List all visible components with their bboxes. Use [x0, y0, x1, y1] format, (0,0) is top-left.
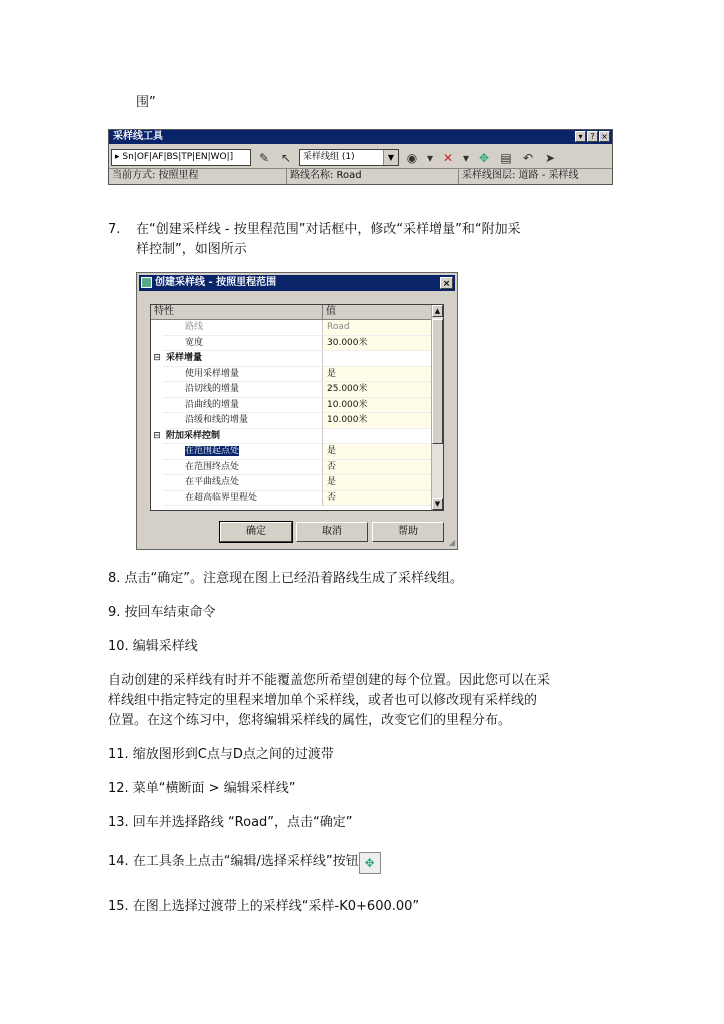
row-gutter: [151, 398, 163, 414]
property-name: 沿曲线的增量: [163, 398, 323, 414]
step-8: 8. 点击“确定”。注意现在图上已经沿着路线生成了采样线组。: [108, 571, 464, 586]
property-row[interactable]: [151, 351, 443, 367]
property-value[interactable]: 否: [323, 460, 431, 476]
toolbar-help-button[interactable]: ?: [587, 131, 598, 142]
create-sample-lines-dialog: [136, 272, 458, 550]
property-grid-rows: [151, 320, 443, 506]
dialog-title-text: 创建采样线 - 按照里程范围: [155, 277, 277, 288]
property-name: 宽度: [163, 336, 323, 352]
pick-icon[interactable]: ✎: [258, 150, 270, 165]
scroll-up-icon[interactable]: ▲: [432, 305, 443, 317]
ok-button[interactable]: 确定: [220, 522, 292, 542]
collapse-toggle-icon[interactable]: ⊟: [153, 353, 161, 363]
paragraph-line-2: 样线组中指定特定的里程来增加单个采样线，或者也可以修改现有采样线的: [108, 693, 538, 708]
property-value[interactable]: 10.000米: [323, 398, 431, 414]
step-9: 9. 按回车结束命令: [108, 605, 216, 620]
row-gutter: [151, 367, 163, 383]
status-mode: 当前方式: 按照里程: [109, 169, 287, 184]
property-row[interactable]: [151, 398, 443, 414]
intro-fragment: 围”: [136, 95, 156, 110]
cursor-icon: ➤: [544, 150, 556, 165]
row-gutter: [151, 444, 163, 460]
scroll-thumb[interactable]: [432, 319, 443, 444]
properties-icon[interactable]: ▤: [500, 150, 512, 165]
property-name: 采样增量: [163, 351, 323, 367]
toolbar-menu-button[interactable]: ▾: [575, 131, 586, 142]
step-7-line1: 在“创建采样线 - 按里程范围”对话框中，修改“采样增量”和“附加采: [136, 222, 521, 237]
code-set-field[interactable]: ▸ Sn|OF|AF|BS|TP|EN|WO|]: [111, 149, 251, 166]
property-grid: [150, 304, 444, 511]
row-gutter: [151, 320, 163, 336]
property-value[interactable]: 25.000米: [323, 382, 431, 398]
chevron-down-icon[interactable]: ▼: [383, 150, 398, 165]
step-14: [108, 852, 381, 874]
property-name: 沿切线的增量: [163, 382, 323, 398]
toolbar-title: 采样线工具: [109, 130, 612, 144]
paragraph-line-1: 自动创建的采样线有时并不能覆盖您所希望创建的每个位置。因此您可以在采: [108, 673, 551, 688]
help-button[interactable]: 帮助: [372, 522, 444, 542]
property-value[interactable]: 30.000米: [323, 336, 431, 352]
property-row[interactable]: [151, 429, 443, 445]
property-value[interactable]: Road: [323, 320, 431, 336]
row-gutter: [151, 336, 163, 352]
status-layer: 采样线图层: 道路 - 采样线: [462, 170, 579, 181]
property-name: 在超高临界里程处: [163, 491, 323, 507]
property-row[interactable]: [151, 491, 443, 507]
dialog-title: [139, 275, 455, 291]
toolbar-status-bar: [109, 168, 612, 184]
row-gutter: [151, 491, 163, 507]
property-name: 在范围终点处: [163, 460, 323, 476]
toolbar-window-buttons: [575, 131, 610, 142]
property-row[interactable]: [151, 367, 443, 383]
property-name: 使用采样增量: [163, 367, 323, 383]
globe-icon[interactable]: ◉: [406, 150, 418, 165]
collapse-toggle-icon[interactable]: ⊟: [153, 430, 161, 441]
property-name: 路线: [163, 320, 323, 336]
undo-icon[interactable]: ↶: [522, 150, 534, 165]
selected-property-name: 在范围起点处: [185, 446, 240, 456]
property-name: 附加采样控制: [163, 429, 323, 445]
property-row[interactable]: [151, 413, 443, 429]
property-grid-header: [151, 305, 443, 320]
step-7-line2: 样控制”，如图所示: [136, 242, 247, 257]
step-11: 11. 缩放图形到C点与D点之间的过渡带: [108, 747, 334, 762]
row-gutter: [151, 475, 163, 491]
scroll-down-icon[interactable]: ▼: [432, 498, 443, 510]
property-row[interactable]: [151, 382, 443, 398]
property-row[interactable]: [151, 320, 443, 336]
property-name: [163, 444, 323, 460]
sample-line-toolbar: [108, 129, 613, 185]
step-14-text: 14. 在工具条上点击“编辑/选择采样线”按钮: [108, 854, 359, 869]
chevron-down-icon[interactable]: ▾: [426, 150, 434, 165]
step-12: 12. 菜单“横断面 > 编辑采样线”: [108, 781, 296, 796]
dialog-app-icon: [141, 277, 152, 288]
column-header-property[interactable]: 特性: [151, 305, 323, 319]
create-sample-line-icon[interactable]: ✕: [442, 150, 454, 165]
property-value[interactable]: 是: [323, 475, 431, 491]
step-15: 15. 在图上选择过渡带上的采样线“采样-K0+600.00”: [108, 899, 420, 914]
edit-sample-line-icon[interactable]: ✥: [478, 150, 490, 165]
vertical-scrollbar[interactable]: [431, 305, 443, 510]
edit-select-sample-line-icon: ✥: [359, 852, 381, 874]
column-header-value[interactable]: 值: [326, 306, 336, 317]
property-value[interactable]: 否: [323, 491, 431, 507]
property-row[interactable]: [151, 475, 443, 491]
chevron-down-icon[interactable]: ▾: [462, 150, 470, 165]
row-gutter: [151, 382, 163, 398]
cancel-button[interactable]: 取消: [296, 522, 368, 542]
property-name: 沿缓和线的增量: [163, 413, 323, 429]
property-row[interactable]: [151, 336, 443, 352]
property-value: [323, 429, 431, 445]
resize-grip-icon[interactable]: ◢: [448, 538, 455, 547]
row-gutter: [151, 460, 163, 476]
property-row[interactable]: [151, 444, 443, 460]
step-10: 10. 编辑采样线: [108, 639, 198, 654]
toolbar-close-button[interactable]: ×: [599, 131, 610, 142]
row-gutter: [151, 413, 163, 429]
property-row[interactable]: [151, 460, 443, 476]
toolbar-controls: [111, 147, 610, 168]
property-value: [323, 351, 431, 367]
paragraph-line-3: 位置。在这个练习中，您将编辑采样线的属性，改变它们的里程分布。: [108, 713, 512, 728]
status-alignment: 路线名称: Road: [287, 169, 459, 184]
property-value[interactable]: 10.000米: [323, 413, 431, 429]
step-7-number: 7.: [108, 222, 121, 237]
select-arrow-icon[interactable]: ↖: [280, 150, 292, 165]
property-value[interactable]: 是: [323, 367, 431, 383]
group-select-value: 采样线组 (1): [303, 152, 355, 162]
property-value[interactable]: 是: [323, 444, 431, 460]
sample-line-group-select[interactable]: [299, 149, 399, 166]
step-13: 13. 回车并选择路线 “Road”，点击“确定”: [108, 815, 353, 830]
property-name: 在平曲线点处: [163, 475, 323, 491]
close-icon[interactable]: ×: [440, 277, 453, 289]
